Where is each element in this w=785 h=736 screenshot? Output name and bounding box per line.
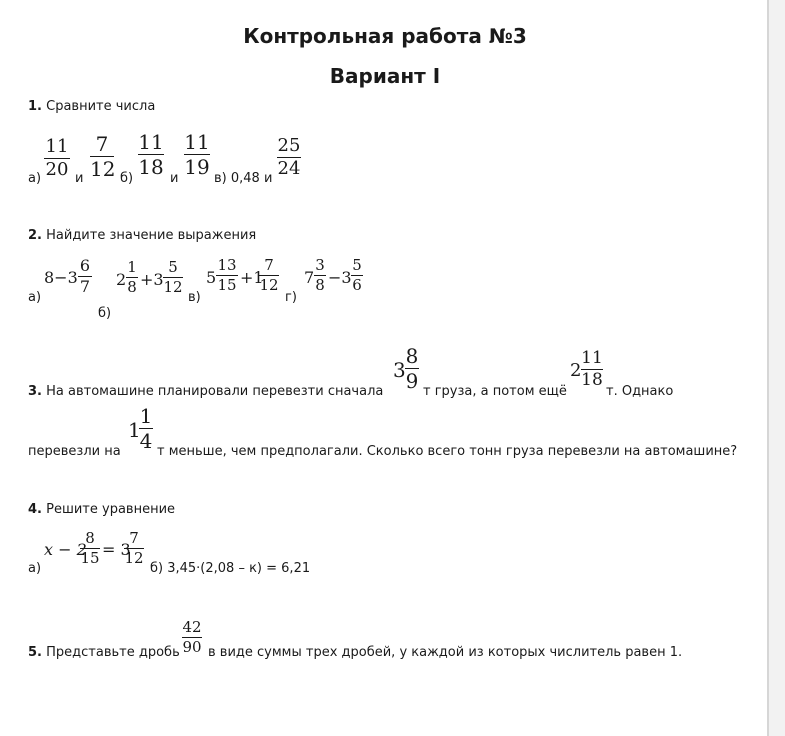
q1-label-b: б) — [120, 171, 134, 186]
q5-text1: Представьте дробь — [46, 645, 180, 660]
q1-fraction-2 — [90, 134, 114, 179]
q1-and-2: и — [170, 171, 179, 186]
q3-text1: На автомашине планировали перевезти сначала — [46, 384, 384, 399]
q2-expr-c-op: +1 — [240, 268, 264, 287]
q4-prompt — [28, 502, 175, 517]
q1-fraction-5 — [277, 137, 301, 178]
q3-f3-den: 4 — [139, 429, 153, 453]
q2-expr-c-frac1 — [216, 258, 238, 293]
q1-fraction-4 — [184, 132, 210, 177]
q2-ea-den: 7 — [79, 277, 91, 296]
q2-expr-c-frac2 — [259, 258, 279, 293]
q1-label-a: а) — [28, 171, 42, 186]
q1-and-1: и — [75, 171, 84, 186]
q3-f3-num: 1 — [139, 404, 153, 428]
q4-equation-lead: x − 2 — [44, 540, 87, 559]
q5-number: 5. — [28, 645, 42, 660]
q1-f1-num: 11 — [45, 136, 69, 157]
q1-f4-num: 11 — [184, 130, 210, 154]
q1-f3-den: 18 — [138, 155, 164, 179]
q2-ed2-num: 5 — [352, 256, 362, 274]
q2-ed1-num: 3 — [315, 256, 325, 274]
q2-ec2-den: 12 — [259, 276, 279, 294]
q1-f2-den: 12 — [90, 157, 116, 181]
q4-number: 4. — [28, 502, 42, 517]
q2-expr-d-frac2 — [351, 258, 363, 293]
q2-expr-d-frac1 — [314, 258, 326, 293]
page-title: Контрольная работа №3 — [243, 24, 527, 48]
q1-f4-den: 19 — [184, 155, 210, 179]
q2-expr-c-whole: 5 — [206, 268, 217, 287]
q5-text2: в виде суммы трех дробей, у каждой из которых числитель равен 1. — [208, 645, 683, 660]
q3-f2-den: 18 — [581, 370, 603, 390]
q3-f1-den: 9 — [405, 369, 419, 393]
q3-mixed1-frac — [405, 346, 419, 391]
q2-prompt — [28, 228, 256, 243]
q1-f5-den: 24 — [277, 158, 301, 179]
q3-text2: т груза, а потом ещё — [423, 384, 567, 399]
q1-fraction-1 — [44, 138, 70, 179]
q1-label-c: в) 0,48 и — [214, 171, 273, 186]
q3-number: 3. — [28, 384, 42, 399]
q2-label-d: г) — [285, 290, 297, 305]
q5-f-den: 90 — [182, 638, 202, 656]
q3-text5: т меньше, чем предполагали. Сколько всего тонн груза перевезли на автомашине? — [157, 444, 738, 459]
q4-equation-op: = 3 — [102, 540, 131, 559]
q3-text3: т. Однако — [606, 384, 674, 399]
q3-mixed1-whole: 3 — [393, 358, 406, 382]
q2-expr-b-op: +3 — [140, 270, 164, 289]
q5-fraction — [182, 620, 202, 655]
q2-expr-b-frac2 — [163, 260, 183, 295]
q1-f3-num: 11 — [138, 130, 164, 154]
q2-label-a: а) — [28, 290, 42, 305]
q5-f-num: 42 — [182, 618, 202, 636]
q2-number: 2. — [28, 228, 42, 243]
q2-expr-b-frac1 — [126, 260, 138, 295]
q2-eb1-den: 8 — [127, 278, 137, 296]
q2-ec2-num: 7 — [264, 256, 274, 274]
q2-ec1-den: 15 — [217, 276, 237, 294]
q1-text: Сравните числа — [46, 99, 156, 114]
q1-f1-den: 20 — [45, 159, 69, 180]
q2-ea-num: 6 — [79, 256, 91, 275]
q3-text4: перевезли на — [28, 444, 121, 459]
q3-line1 — [28, 384, 383, 399]
q4-text: Решите уравнение — [46, 502, 176, 517]
q2-expr-a-frac — [78, 258, 92, 295]
q4-f2-num: 7 — [129, 529, 139, 547]
q2-eb2-num: 5 — [168, 258, 178, 276]
q2-eb2-den: 12 — [163, 278, 183, 296]
q4-f2-den: 12 — [124, 549, 144, 567]
q2-expr-b-whole: 2 — [116, 270, 127, 289]
page-scroll-edge — [767, 0, 785, 736]
q3-mixed2-frac — [581, 350, 603, 389]
q4-equation-frac2 — [124, 531, 144, 566]
q2-ed1-den: 8 — [315, 276, 325, 294]
q1-fraction-3 — [138, 132, 164, 177]
q2-expr-d-op: −3 — [328, 268, 352, 287]
q4-f1-den: 15 — [80, 549, 100, 567]
q4-equation-frac1 — [80, 531, 100, 566]
q4-label-a: а) — [28, 561, 42, 576]
q5-prompt — [28, 645, 180, 660]
q1-f2-num: 7 — [95, 132, 109, 156]
q2-text: Найдите значение выражения — [46, 228, 257, 243]
q2-ed2-den: 6 — [352, 276, 362, 294]
q3-f1-num: 8 — [405, 344, 419, 368]
q2-expr-d-whole: 7 — [304, 268, 315, 287]
q2-label-c: в) — [188, 290, 201, 305]
q2-expr-a-lead: 8−3 — [44, 268, 78, 287]
q1-f5-num: 25 — [277, 135, 301, 156]
q3-mixed3-whole: 1 — [128, 418, 141, 442]
q2-label-b: б) — [98, 306, 112, 321]
q4-f1-num: 8 — [85, 529, 95, 547]
variant-heading: Вариант I — [329, 64, 441, 88]
q2-eb1-num: 1 — [127, 258, 137, 276]
q4-label-b: б) 3,45·(2,08 – к) = 6,21 — [150, 561, 311, 576]
q3-f2-num: 11 — [581, 348, 603, 368]
q2-ec1-num: 13 — [217, 256, 237, 274]
q3-mixed2-whole: 2 — [570, 360, 582, 381]
q3-mixed3-frac — [139, 406, 153, 451]
q1-number: 1. — [28, 99, 42, 114]
q1-prompt — [28, 99, 155, 114]
